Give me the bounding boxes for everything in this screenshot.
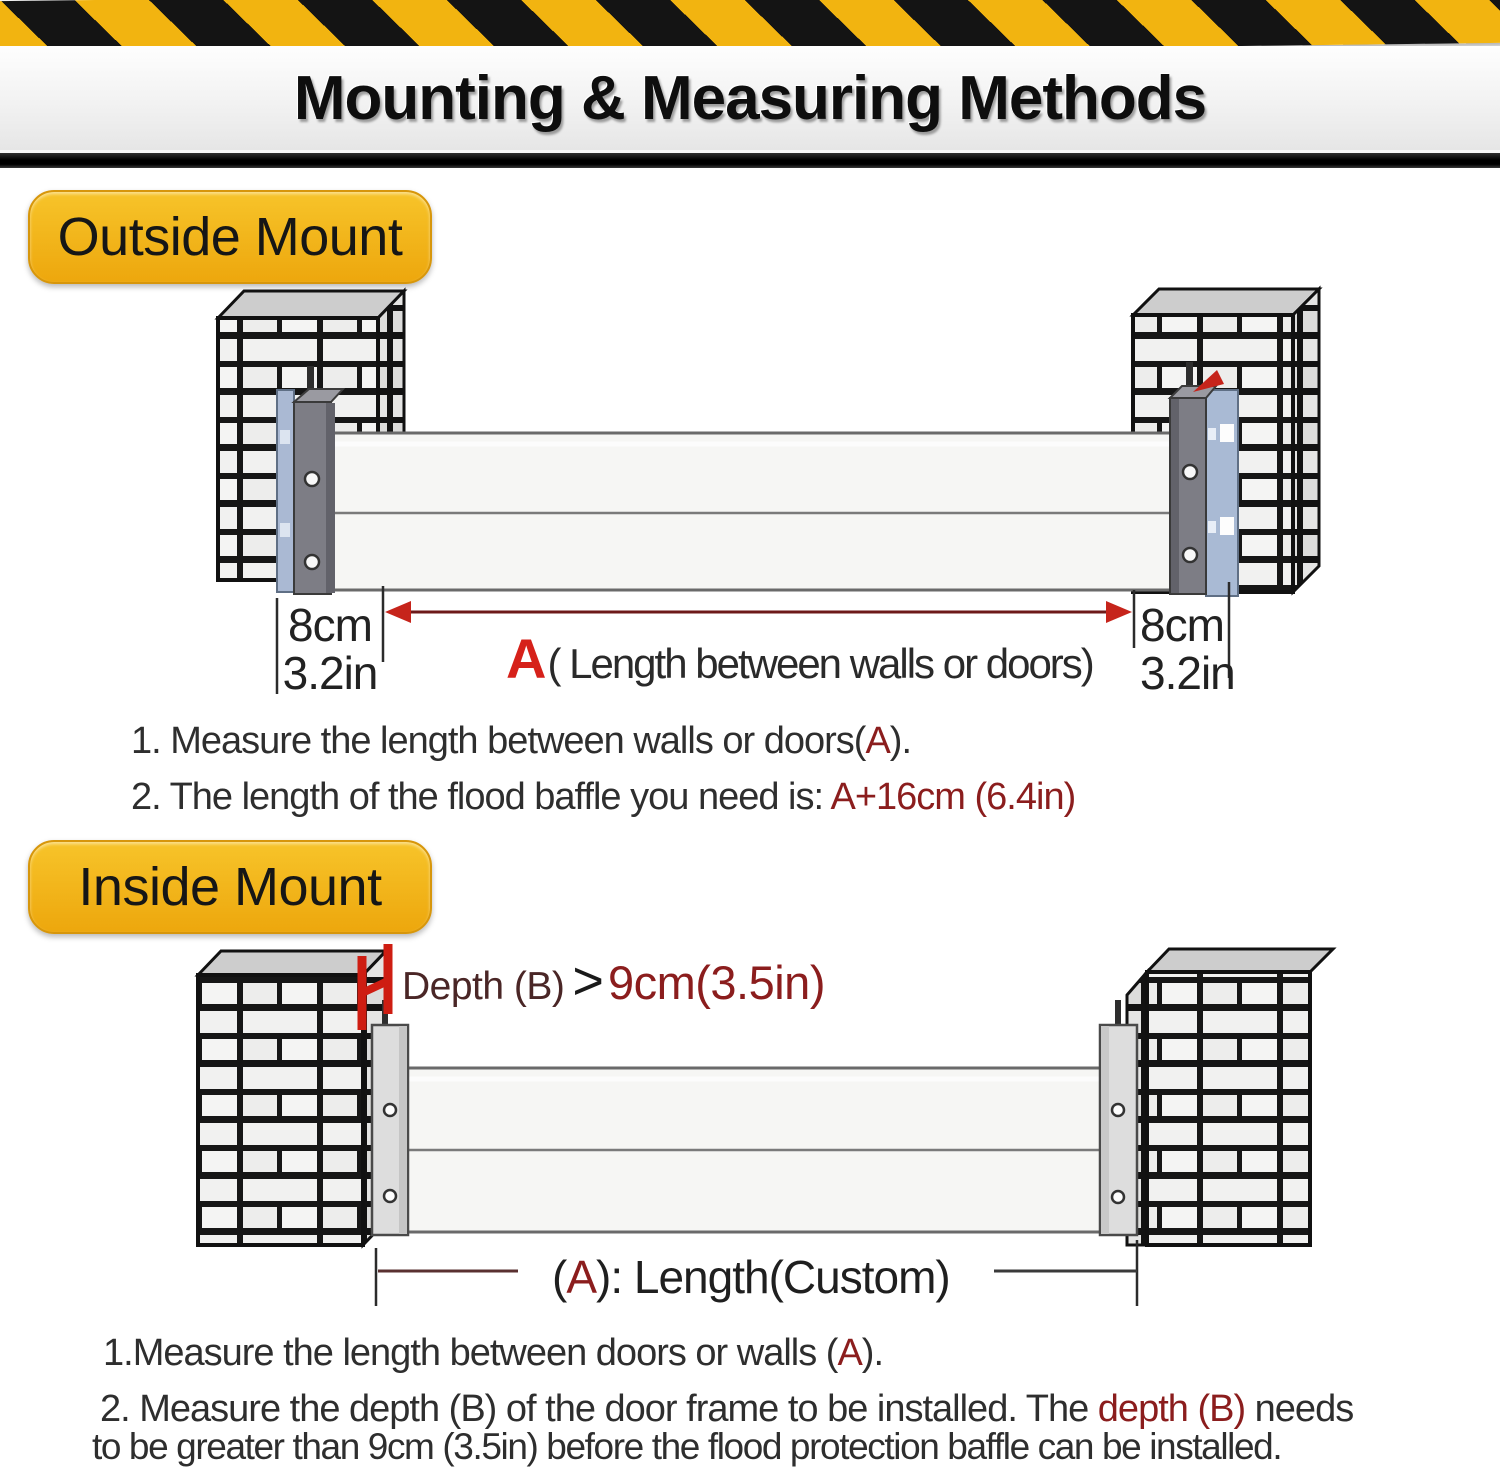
dim-right-in: 3.2in <box>1140 647 1235 699</box>
step-text: ). <box>861 1332 884 1374</box>
inside-mount-badge <box>28 840 432 934</box>
right-pillar-top-face <box>1147 949 1333 972</box>
barrier-body <box>325 433 1180 590</box>
seal-mark <box>1220 424 1234 442</box>
flood-barrier <box>400 1068 1105 1232</box>
screw-hole <box>384 1104 396 1116</box>
seal-mark <box>280 430 290 444</box>
outside-mount-badge <box>28 190 432 284</box>
arrow-head-left <box>385 601 411 623</box>
length-label-text: ): Length(Custom) <box>596 1251 950 1303</box>
right-pillar-top-face <box>1133 289 1319 315</box>
step-text: needs <box>1245 1388 1354 1430</box>
inside-mount-badge-label: Inside Mount <box>78 857 382 917</box>
side-seal-right <box>1206 390 1238 596</box>
dim-left-in: 3.2in <box>282 647 378 699</box>
bracket-shade <box>399 1026 407 1234</box>
span-length-label <box>506 626 1093 691</box>
step-text: 2. Measure the depth (B) of the door frame to be installed. The <box>100 1388 1098 1430</box>
page-title: Mounting & Measuring Methods <box>293 63 1207 133</box>
length-a-red: A <box>566 1251 597 1303</box>
channel-bracket-right <box>1100 1000 1137 1235</box>
step-text: to be greater than 9cm (3.5in) before the flood protection baffle can be installed. <box>92 1426 1282 1467</box>
greater-than-sign: > <box>572 951 604 1011</box>
channel-bracket-left <box>372 1000 408 1235</box>
inside-step-2-line-2 <box>92 1426 1281 1468</box>
screw-hole <box>1183 548 1197 562</box>
step-red-text: A <box>837 1332 862 1374</box>
depth-value: 9cm(3.5in) <box>607 956 825 1009</box>
step-text: 1.Measure the length between doors or walls ( <box>103 1332 838 1374</box>
flood-barrier <box>325 433 1180 590</box>
bracket-shade <box>326 403 335 593</box>
right-pillar-side-face <box>1293 289 1319 592</box>
title-band <box>0 46 1500 150</box>
title-divider <box>0 150 1500 168</box>
right-pillar-front-face <box>1147 972 1310 1245</box>
seal-mark <box>1208 428 1216 440</box>
depth-label <box>402 950 825 1012</box>
length-a-red: A <box>506 627 547 690</box>
step-text: 1. Measure the length between walls or doors( <box>131 720 866 762</box>
left-pillar-top-face <box>218 291 404 318</box>
step-red-text: depth (B) <box>1097 1388 1246 1430</box>
screw-hole <box>384 1190 396 1202</box>
screw-hole <box>305 555 319 569</box>
inside-step-1 <box>103 1332 883 1375</box>
bracket-shade <box>1171 399 1179 593</box>
step-text: ). <box>889 720 912 762</box>
length-label-text: ( Length between walls or doors) <box>547 640 1093 687</box>
outside-step-1 <box>131 720 911 763</box>
bracket-shade <box>1101 1026 1109 1234</box>
screw-hole <box>305 472 319 486</box>
step-red-text: A <box>865 720 890 762</box>
seal-strip <box>277 390 294 592</box>
seal-mark <box>1208 521 1216 533</box>
inside-step-2-line-1 <box>100 1388 1353 1431</box>
length-open-paren: ( <box>552 1251 567 1303</box>
side-seal-left <box>277 390 294 592</box>
seal-strip <box>1206 390 1238 596</box>
step-text: 2. The length of the flood baffle you need is: <box>131 776 831 818</box>
arrow-head-right <box>1106 601 1132 623</box>
screw-hole <box>1183 465 1197 479</box>
seal-mark <box>280 523 290 537</box>
seal-mark <box>1220 517 1234 535</box>
left-pillar-front-face <box>198 975 363 1245</box>
screw-hole <box>1112 1191 1124 1203</box>
outside-step-2 <box>131 776 1075 819</box>
length-custom-label <box>552 1250 950 1304</box>
screw-hole <box>1112 1104 1124 1116</box>
step-red-text: A+16cm (6.4in) <box>830 776 1076 818</box>
depth-label-text: Depth (B) <box>402 965 565 1008</box>
dim-left-cm: 8cm <box>288 599 372 651</box>
outside-mount-badge-label: Outside Mount <box>57 207 403 267</box>
dim-right-cm: 8cm <box>1140 599 1224 651</box>
right-pillar <box>1127 949 1333 1245</box>
